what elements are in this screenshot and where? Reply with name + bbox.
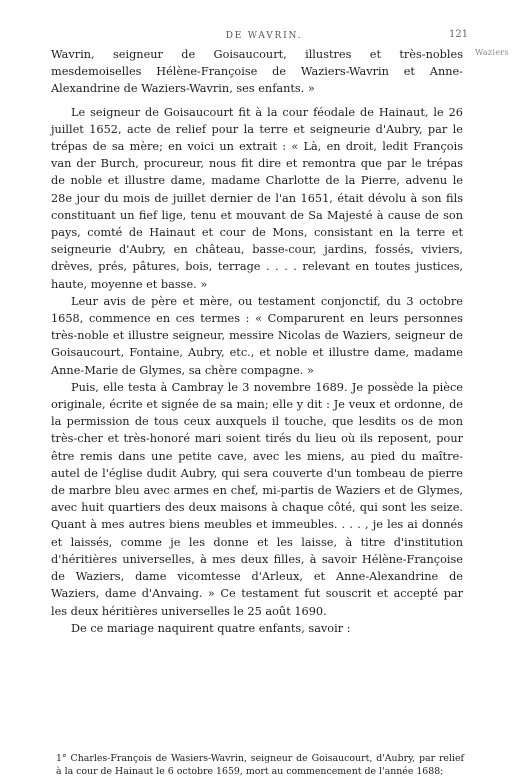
paragraph-children-intro: De ce mariage naquirent quatre enfants, savoir : [71, 621, 351, 635]
paragraph-continuation: Wavrin, seigneur de Goisaucourt, illustres et très-nobles mesdemoiselles Hélène-Françoise de Waziers-Wavrin et Anne-Alexandrine de Waziers-Wavrin, ses enfants. » [51, 48, 463, 96]
child-entry-1 [56, 752, 464, 778]
body-text [51, 46, 463, 637]
margin-note: Waziers [475, 48, 509, 57]
running-title: DE WAVRIN. [225, 31, 303, 41]
paragraph-cambray-testament: Puis, elle testa à Cambray le 3 novembre 1689. Je possède la pièce originale, écrite et signée de sa main; elle y dit : Je veux et ordonne, de la permission de tous ceux auxquels il touche, que lesdits os de mon très-cher et très-honoré mari soient tirés du lieu où ils reposent, pour être remis dans une petite cave, avec les miens, au pied du maître-autel de l'église dudit Aubry, qui sera couverte d'un tombeau de pierre de marbre bleu avec armes en chef, mi-partis de Waziers et de Glymes, avec huit quartiers des deux maisons à chaque côté, qui sont les seize. Quant à mes autres biens meubles et immeubles. . . . , je les ai donnés et laissés, comme je les donne et les laisse, à titre d'institution d'héritières universelles, à mes deux filles, à savoir Hélène-Françoise de Waziers, dame vicomtesse d'Arleux, et Anne-Alexandrine de Waziers, dame d'Anvaing. » Ce testament fut souscrit et accepté par les deux héritières universelles le 25 août 1690. [51, 380, 463, 618]
paragraph-relief-act: Le seigneur de Goisaucourt fit à la cour féodale de Hainaut, le 26 juillet 1652, acte de relief pour la terre et seigneurie d'Aubry, par le trépas de sa mère; en voici un extrait : « Là, en droit, ledit François van der Burch, procureur, nous fit dire et remontra que par le trépas de noble et illustre dame, madame Charlotte de la Pierre, advenu le 28e jour du mois de juillet dernier de l'an 1651, était dévolu à son fils constituant un fief lige, tenu et mouvant de Sa Majesté à cause de son pays, comté de Hainaut et cour de Mons, consistant en la terre et seigneurie d'Aubry, en château, basse-cour, jardins, fossés, viviers, drèves, prés, pâtures, bois, terrage . . . . relevant en toutes justices, haute, moyenne et basse. » [51, 105, 463, 291]
page-number: 121 [449, 29, 469, 40]
child-entry-text: 1° Charles-François de Wasiers-Wavrin, seigneur de Goisaucourt, d'Aubry, par relief à la cour de Hainaut le 6 octobre 1659, mort au commencement de l'année 1688; [56, 753, 464, 777]
paragraph-joint-testament: Leur avis de père et mère, ou testament conjonctif, du 3 octobre 1658, commence en ces termes : « Comparurent en leurs personnes très-noble et illustre seigneur, messire Nicolas de Waziers, seigneur de Goisaucourt, Fontaine, Aubry, etc., et noble et illustre dame, madame Anne-Marie de Glymes, sa chère compagne. » [51, 294, 463, 377]
